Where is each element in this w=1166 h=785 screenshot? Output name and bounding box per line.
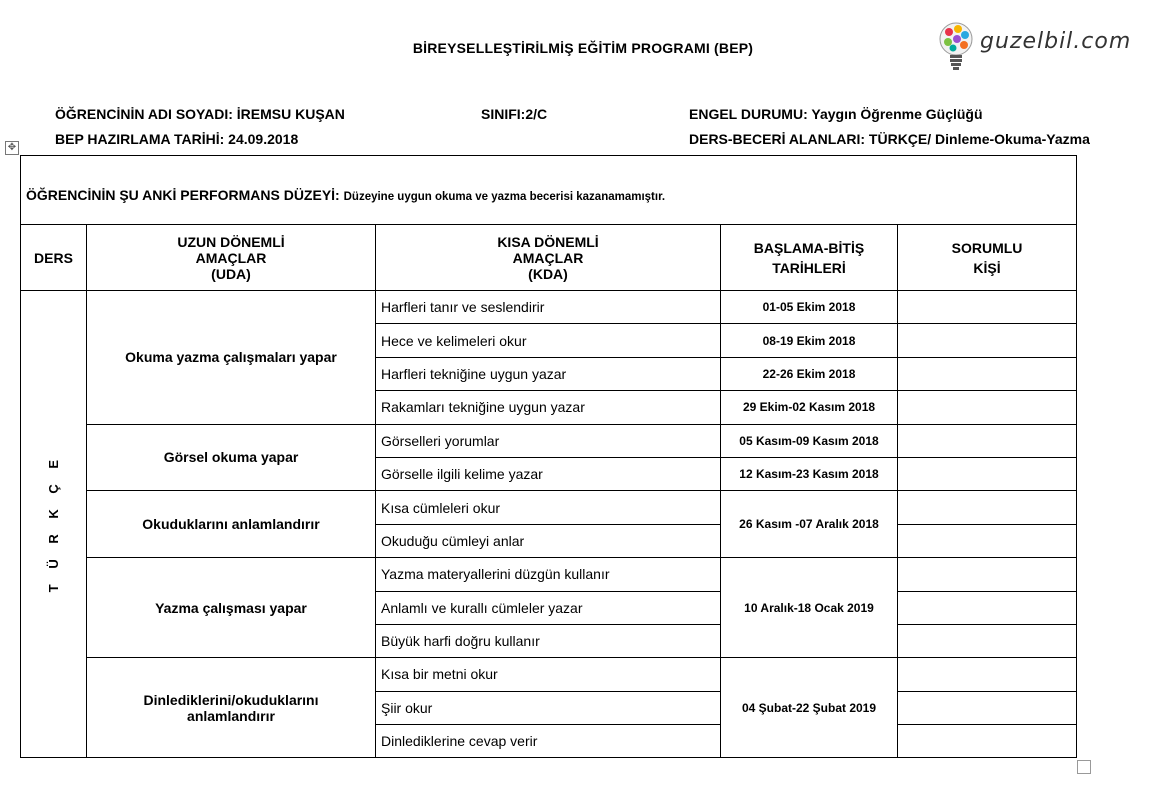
responsible-cell[interactable] <box>898 324 1077 357</box>
table-row <box>21 424 1077 457</box>
responsible-cell[interactable] <box>898 591 1077 624</box>
kda-cell: Dinlediklerine cevap verir <box>376 725 721 758</box>
kda-cell: Hece ve kelimeleri okur <box>376 324 721 357</box>
kda-cell: Görselle ilgili kelime yazar <box>376 457 721 490</box>
performance-row <box>21 156 1077 225</box>
responsible-cell[interactable] <box>898 424 1077 457</box>
date-cell: 05 Kasım-09 Kasım 2018 <box>721 424 898 457</box>
date-cell: 12 Kasım-23 Kasım 2018 <box>721 457 898 490</box>
responsible-cell[interactable] <box>898 658 1077 691</box>
performance-label: ÖĞRENCİNİN ŞU ANKİ PERFORMANS DÜZEYİ: <box>26 187 340 203</box>
uda-cell: Dinlediklerini/okuduklarını anlamlandırır <box>87 658 376 758</box>
header-row <box>21 225 1077 291</box>
logo-text: guzelbil.com <box>980 29 1132 54</box>
table-move-handle[interactable]: ✥ <box>5 141 19 155</box>
date-cell: 01-05 Ekim 2018 <box>721 291 898 324</box>
kda-cell: Anlamlı ve kurallı cümleler yazar <box>376 591 721 624</box>
lightbulb-icon <box>936 20 976 72</box>
page-title: BİREYSELLEŞTİRİLMİŞ EĞİTİM PROGRAMI (BEP) <box>412 40 754 56</box>
responsible-cell[interactable] <box>898 725 1077 758</box>
student-name: ÖĞRENCİNİN ADI SOYADI: İREMSU KUŞAN <box>55 106 345 122</box>
responsible-cell[interactable] <box>898 357 1077 390</box>
skill-areas: DERS-BECERİ ALANLARI: TÜRKÇE/ Dinleme-Okuma-Yazma <box>689 131 1090 147</box>
kda-cell: Rakamları tekniğine uygun yazar <box>376 391 721 424</box>
uda-cell: Görsel okuma yapar <box>87 424 376 491</box>
performance-value: Düzeyine uygun okuma ve yazma becerisi kazanamamıştır. <box>343 191 666 203</box>
responsible-cell[interactable] <box>898 624 1077 657</box>
subject-cell <box>21 291 87 758</box>
date-cell: 08-19 Ekim 2018 <box>721 324 898 357</box>
table-row <box>21 291 1077 324</box>
responsible-cell[interactable] <box>898 691 1077 724</box>
kda-cell: Büyük harfi doğru kullanır <box>376 624 721 657</box>
responsible-cell[interactable] <box>898 524 1077 557</box>
student-class: SINIFI:2/C <box>481 106 548 122</box>
table-row <box>21 491 1077 524</box>
prep-date: BEP HAZIRLAMA TARİHİ: 24.09.2018 <box>55 131 299 147</box>
responsible-cell[interactable] <box>898 291 1077 324</box>
kda-cell: Harfleri tekniğine uygun yazar <box>376 357 721 390</box>
uda-cell: Okuma yazma çalışmaları yapar <box>87 291 376 425</box>
responsible-cell[interactable] <box>898 491 1077 524</box>
kda-cell: Şiir okur <box>376 691 721 724</box>
uda-cell: Yazma çalışması yapar <box>87 558 376 658</box>
kda-cell: Görselleri yorumlar <box>376 424 721 457</box>
responsible-cell[interactable] <box>898 558 1077 591</box>
table-row <box>21 658 1077 691</box>
uda-cell: Okuduklarını anlamlandırır <box>87 491 376 558</box>
header-responsible: SORUMLU KİŞİ <box>898 225 1077 291</box>
header-uda: UZUN DÖNEMLİ AMAÇLAR (UDA) <box>87 225 376 291</box>
bep-table <box>20 155 1077 758</box>
performance-cell <box>21 156 1077 225</box>
header-dates: BAŞLAMA-BİTİŞ TARİHLERİ <box>721 225 898 291</box>
responsible-cell[interactable] <box>898 457 1077 490</box>
date-cell: 29 Ekim-02 Kasım 2018 <box>721 391 898 424</box>
date-cell: 04 Şubat-22 Şubat 2019 <box>721 658 898 758</box>
header-kda: KISA DÖNEMLİ AMAÇLAR (KDA) <box>376 225 721 291</box>
date-cell: 22-26 Ekim 2018 <box>721 357 898 390</box>
table-row <box>21 558 1077 591</box>
site-logo <box>936 20 1146 72</box>
kda-cell: Kısa cümleleri okur <box>376 491 721 524</box>
date-cell: 26 Kasım -07 Aralık 2018 <box>721 491 898 558</box>
header-ders: DERS <box>21 225 87 291</box>
table-resize-handle[interactable] <box>1077 760 1091 774</box>
date-cell: 10 Aralık-18 Ocak 2019 <box>721 558 898 658</box>
disability-status: ENGEL DURUMU: Yaygın Öğrenme Güçlüğü <box>689 106 983 122</box>
kda-cell: Kısa bir metni okur <box>376 658 721 691</box>
responsible-cell[interactable] <box>898 391 1077 424</box>
kda-cell: Yazma materyallerini düzgün kullanır <box>376 558 721 591</box>
kda-cell: Okuduğu cümleyi anlar <box>376 524 721 557</box>
subject-label: T Ü R K Ç E <box>46 453 61 592</box>
kda-cell: Harfleri tanır ve seslendirir <box>376 291 721 324</box>
